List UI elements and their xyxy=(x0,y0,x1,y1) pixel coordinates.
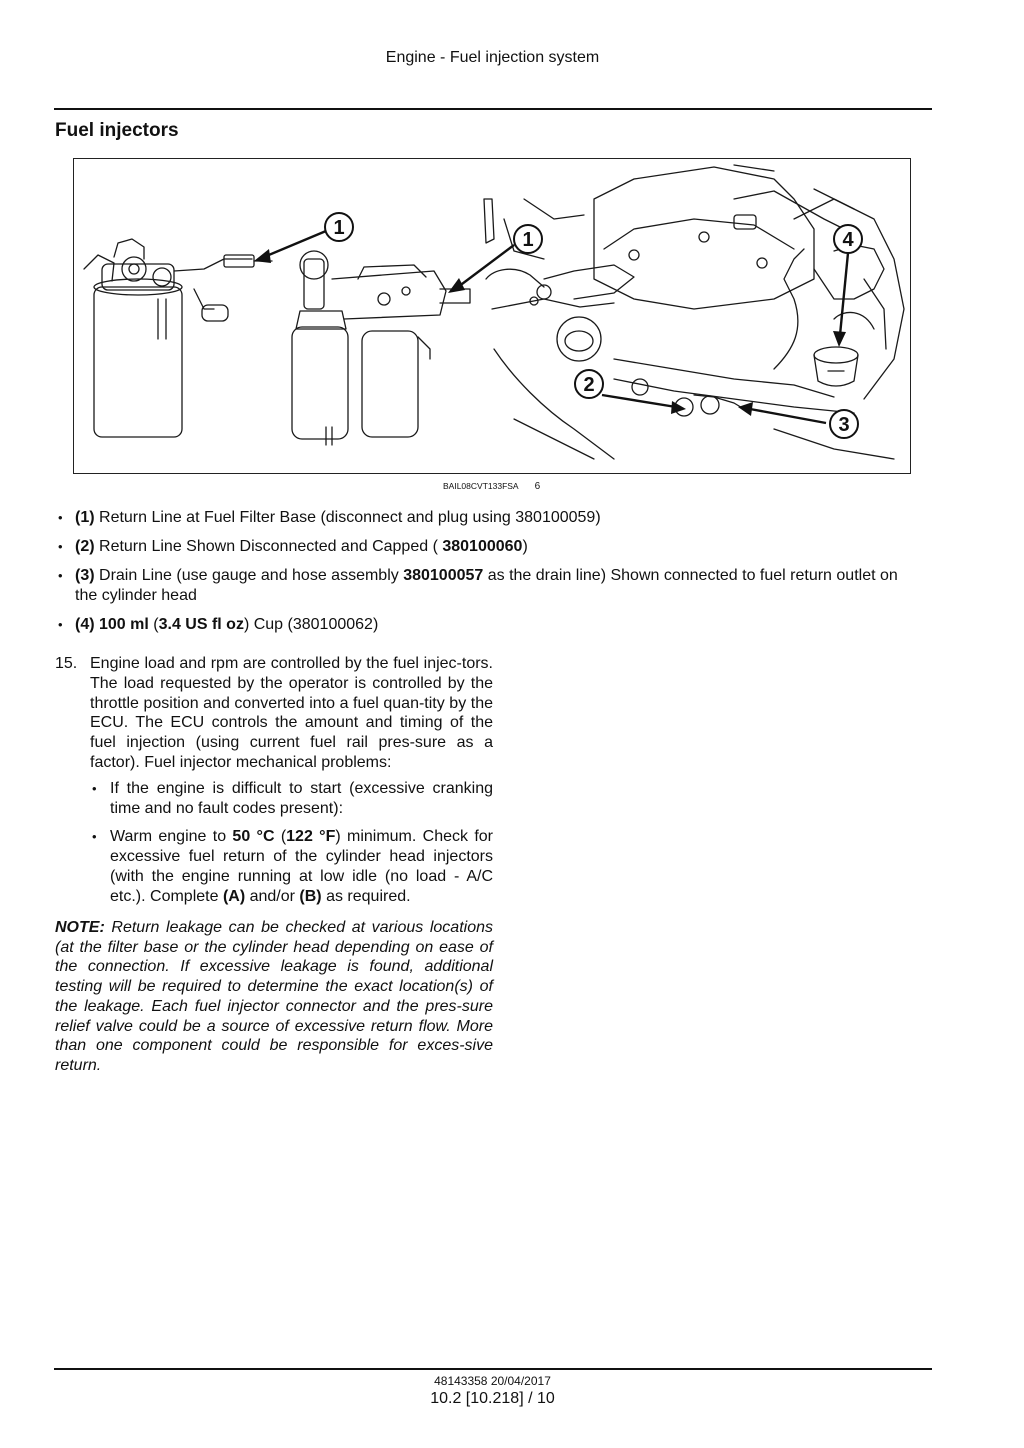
header-rule xyxy=(54,108,932,110)
note-text: Return leakage can be checked at various locations (at the filter base or the cylinder head depending on ease of the connection. If excessive leakage is found, additional testing will be required to determine the exact location(s) of the leakage. Each fuel injector connector and the pres-sure relief valve could be a source of excessive return flow. More than one component could be responsible for exces-sive return. xyxy=(55,919,493,1074)
bullet-text: Warm engine to xyxy=(110,828,233,846)
legend-key: (3) xyxy=(75,567,95,584)
procedure-step xyxy=(55,654,493,916)
step-number: 15. xyxy=(55,655,78,672)
reference-a: (A) xyxy=(222,887,246,905)
legend-key: (2) xyxy=(75,538,95,555)
figure-code: BAIL08CVT133FSA xyxy=(443,481,519,491)
legend-text: as the drain line) Shown connected to fuel return outlet on the cylinder head xyxy=(75,567,898,604)
legend-item xyxy=(55,508,915,528)
footer-rule xyxy=(54,1368,932,1370)
temperature-celsius: 50 °C xyxy=(232,828,275,846)
center-filter-assembly xyxy=(292,251,470,445)
bullet-text: ( xyxy=(274,828,287,846)
step-bullets xyxy=(90,779,493,907)
legend-text: Return Line Shown Disconnected and Capped ( xyxy=(94,538,443,555)
page-header: Engine - Fuel injection system xyxy=(385,49,600,66)
reference-b: (B) xyxy=(299,887,322,905)
part-number: 380100057 xyxy=(403,567,484,584)
step-bullet: • If the engine is difficult to start (excessive cranking time and no fault codes present): xyxy=(90,779,493,819)
callout-label: 3 xyxy=(838,414,850,436)
figure-legend xyxy=(55,508,915,644)
note-block xyxy=(55,918,493,1076)
legend-item xyxy=(55,615,915,635)
temperature-fahrenheit: 122 °F xyxy=(286,828,336,846)
callout-label: 1 xyxy=(333,217,345,239)
legend-text: Return Line at Fuel Filter Base (disconnect and plug using 380100059) xyxy=(94,509,601,526)
legend-text: ) Cup (380100062) xyxy=(243,616,379,633)
section-title: Fuel injectors xyxy=(55,120,179,141)
legend-text: Drain Line (use gauge and hose assembly xyxy=(94,567,404,584)
callout-label: 2 xyxy=(583,374,595,396)
step-bullet xyxy=(90,827,493,906)
bullet-text: and/or xyxy=(245,887,300,905)
left-filter-assembly xyxy=(84,239,272,437)
footer-doc-ref: 48143358 20/04/2017 xyxy=(434,1374,551,1388)
legend-key: (1) xyxy=(75,509,95,526)
footer-page-ref: 10.2 [10.218] / 10 xyxy=(430,1390,555,1407)
callout-label: 4 xyxy=(842,229,854,251)
callout-label: 1 xyxy=(522,229,534,251)
legend-text: ( xyxy=(148,616,159,633)
part-number: 380100060 xyxy=(442,538,523,555)
legend-key: (4) 100 ml xyxy=(75,616,149,633)
note-label: NOTE: xyxy=(55,919,105,936)
bullet-text: ) minimum. Check for excessive fuel return of the cylinder head injectors (with the engine running at low idle (no load - A/C etc.). Complete xyxy=(110,828,493,905)
volume-value: 3.4 US fl oz xyxy=(158,616,244,633)
legend-item xyxy=(55,566,915,606)
figure-caption xyxy=(443,481,540,492)
step-text: Engine load and rpm are controlled by the fuel injec-tors. The load requested by the operator is controlled by the throttle position and converted into a fuel quan-tity by the ECU. The ECU controls the amount and timing of the fuel injection (using current fuel rail pres-sure as a factor). Fuel injector mechanical problems: xyxy=(90,655,493,771)
legend-text: ) xyxy=(522,538,528,555)
figure-number: 6 xyxy=(534,481,541,492)
legend-item xyxy=(55,537,915,557)
fuel-injector-figure xyxy=(73,158,911,474)
engine-illustration xyxy=(74,159,910,473)
bullet-text: as required. xyxy=(321,887,411,905)
